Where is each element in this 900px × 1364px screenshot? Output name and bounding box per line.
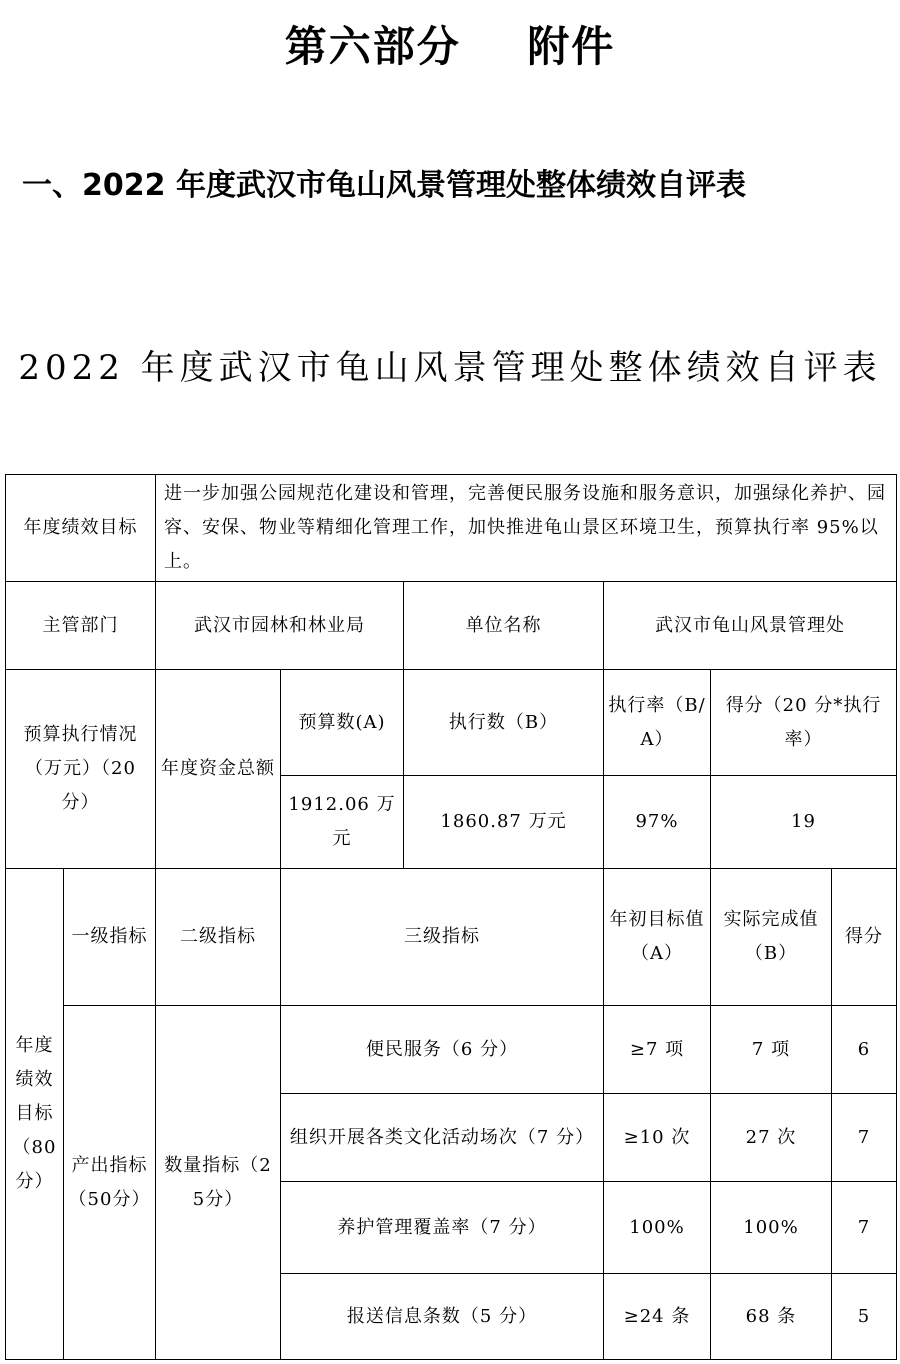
target-header: 年初目标值（A） — [604, 869, 711, 1006]
indicator-actual: 7 项 — [711, 1006, 832, 1094]
indicator-name: 报送信息条数（5 分） — [281, 1274, 604, 1360]
fund-total-label: 年度资金总额 — [156, 670, 281, 869]
indicator-target: ≥10 次 — [604, 1094, 711, 1182]
exec-rate-value: 97% — [604, 776, 711, 869]
unit-name-value: 武汉市龟山风景管理处 — [604, 582, 897, 670]
indicator-name: 组织开展各类文化活动场次（7 分） — [281, 1094, 604, 1182]
department-row — [6, 582, 897, 670]
budget-score-value: 19 — [711, 776, 897, 869]
level2-quantity-indicator: 数量指标（25分） — [156, 1006, 281, 1360]
budget-amount-header: 预算数(A) — [281, 670, 404, 776]
department-value: 武汉市园林和林业局 — [156, 582, 404, 670]
level1-header: 一级指标 — [64, 869, 156, 1006]
indicator-target: ≥7 项 — [604, 1006, 711, 1094]
unit-name-label: 单位名称 — [404, 582, 604, 670]
performance-table — [5, 474, 897, 1360]
indicator-score: 6 — [832, 1006, 897, 1094]
indicator-actual: 68 条 — [711, 1274, 832, 1360]
indicator-score: 7 — [832, 1182, 897, 1274]
indicator-target: 100% — [604, 1182, 711, 1274]
indicator-actual: 27 次 — [711, 1094, 832, 1182]
section-heading: 一、2022 年度武汉市龟山风景管理处整体绩效自评表 — [22, 168, 746, 203]
page-heading: 第六部分 附件 — [284, 22, 616, 71]
goal-row — [6, 475, 897, 582]
budget-score-header: 得分（20 分*执行率） — [711, 670, 897, 776]
exec-rate-header: 执行率（B/A） — [604, 670, 711, 776]
budget-label: 预算执行情况（万元）（20 分） — [6, 670, 156, 869]
indicator-name: 养护管理覆盖率（7 分） — [281, 1182, 604, 1274]
table-row — [6, 1006, 897, 1094]
indicator-header-row — [6, 869, 897, 1006]
level2-header: 二级指标 — [156, 869, 281, 1006]
actual-header: 实际完成值（B） — [711, 869, 832, 1006]
budget-header-row — [6, 670, 897, 776]
indicator-score: 7 — [832, 1094, 897, 1182]
level1-output-indicator: 产出指标（50分） — [64, 1006, 156, 1360]
department-label: 主管部门 — [6, 582, 156, 670]
indicator-actual: 100% — [711, 1182, 832, 1274]
annual-goal-side-label: 年度绩效目标（80分） — [6, 869, 64, 1360]
goal-text: 进一步加强公园规范化建设和管理，完善便民服务设施和服务意识，加强绿化养护、园容、安保、物业等精细化管理工作，加快推进龟山景区环境卫生，预算执行率 95%以上。 — [156, 475, 897, 582]
exec-amount-header: 执行数（B） — [404, 670, 604, 776]
indicator-target: ≥24 条 — [604, 1274, 711, 1360]
score-header: 得分 — [832, 869, 897, 1006]
indicator-name: 便民服务（6 分） — [281, 1006, 604, 1094]
goal-label: 年度绩效目标 — [6, 475, 156, 582]
level3-header: 三级指标 — [281, 869, 604, 1006]
budget-amount-value: 1912.06 万元 — [281, 776, 404, 869]
exec-amount-value: 1860.87 万元 — [404, 776, 604, 869]
indicator-score: 5 — [832, 1274, 897, 1360]
table-title: 2022 年度武汉市龟山风景管理处整体绩效自评表 — [18, 348, 882, 388]
